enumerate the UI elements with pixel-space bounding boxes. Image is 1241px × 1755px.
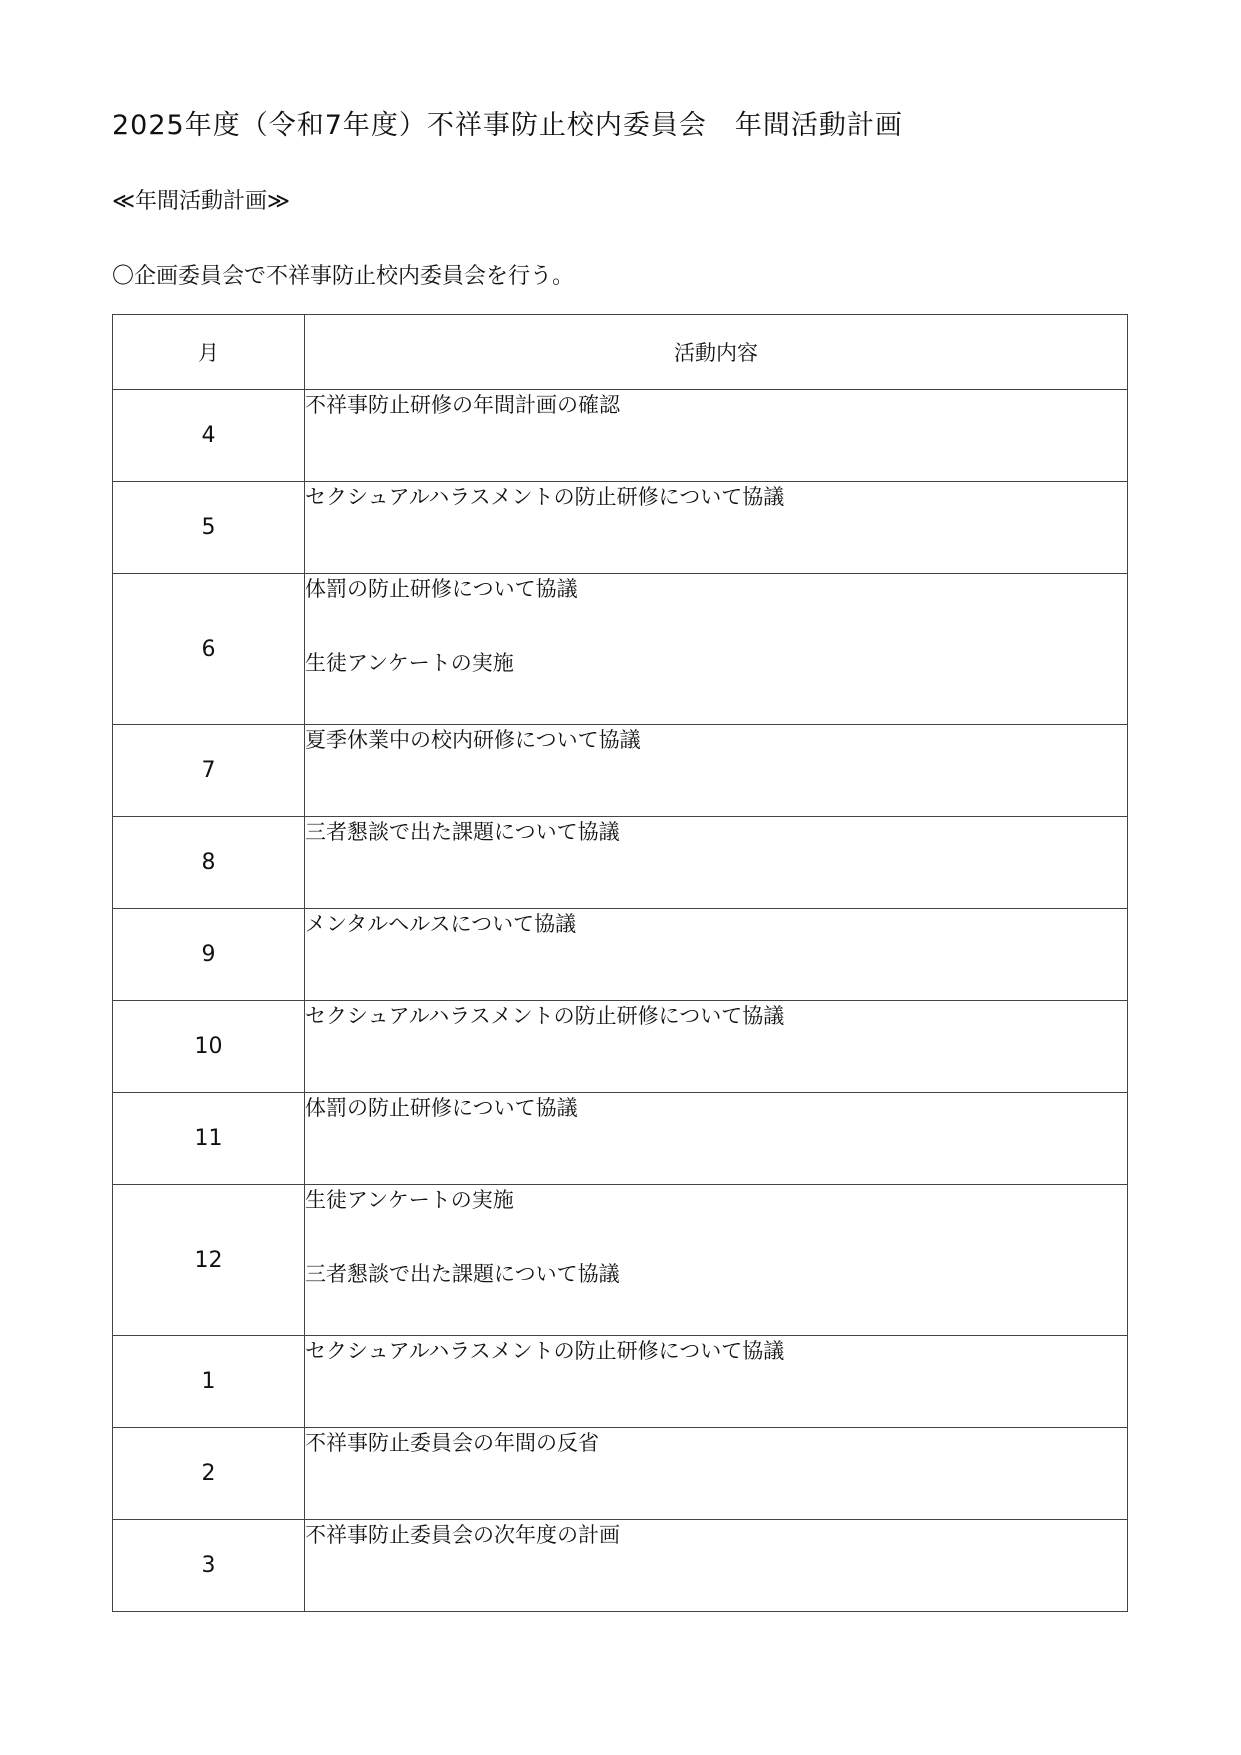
activity-cell <box>305 482 1128 574</box>
activity-item: セクシュアルハラスメントの防止研修について協議 <box>305 1004 785 1028</box>
table-row <box>113 817 1128 909</box>
activity-cell <box>305 1001 1128 1093</box>
activity-item: メンタルヘルスについて協議 <box>305 912 577 936</box>
activity-cell <box>305 1336 1128 1428</box>
activity-cell <box>305 1428 1128 1520</box>
section-heading: ≪年間活動計画≫ <box>112 189 291 214</box>
activity-item: 不祥事防止委員会の年間の反省 <box>305 1431 599 1455</box>
table-row <box>113 725 1128 817</box>
header-month: 月 <box>113 315 305 390</box>
activity-item: セクシュアルハラスメントの防止研修について協議 <box>305 485 785 509</box>
month-cell: 7 <box>113 725 305 817</box>
activity-cell <box>305 1185 1128 1336</box>
activity-cell <box>305 817 1128 909</box>
header-activity: 活動内容 <box>305 315 1128 390</box>
activity-cell <box>305 909 1128 1001</box>
activity-item: 三者懇談で出た課題について協議 <box>305 820 620 844</box>
activity-item: 不祥事防止研修の年間計画の確認 <box>305 393 620 417</box>
month-cell: 6 <box>113 574 305 725</box>
table-row <box>113 1336 1128 1428</box>
activity-item: 体罰の防止研修について協議 <box>305 1096 578 1120</box>
month-cell: 5 <box>113 482 305 574</box>
table-row <box>113 909 1128 1001</box>
activity-cell <box>305 1093 1128 1185</box>
month-cell: 8 <box>113 817 305 909</box>
activity-item: 夏季休業中の校内研修について協議 <box>305 728 641 752</box>
month-cell: 4 <box>113 390 305 482</box>
activity-cell <box>305 390 1128 482</box>
activity-item: 不祥事防止委員会の次年度の計画 <box>305 1523 620 1547</box>
activity-item: 生徒アンケートの実施 <box>305 1188 514 1212</box>
document-title: 2025年度（令和7年度）不祥事防止校内委員会 年間活動計画 <box>112 110 903 141</box>
month-cell: 9 <box>113 909 305 1001</box>
activity-item: 体罰の防止研修について協議 <box>305 577 578 601</box>
activity-item: セクシュアルハラスメントの防止研修について協議 <box>305 1339 785 1363</box>
month-cell: 2 <box>113 1428 305 1520</box>
month-cell: 11 <box>113 1093 305 1185</box>
table-row <box>113 482 1128 574</box>
month-cell: 12 <box>113 1185 305 1336</box>
table-header-row <box>113 315 1128 390</box>
table-row <box>113 1520 1128 1612</box>
table-row <box>113 1428 1128 1520</box>
activity-item: 生徒アンケートの実施 <box>305 651 514 675</box>
activity-cell <box>305 1520 1128 1612</box>
annual-plan-table <box>112 314 1128 1612</box>
table-row <box>113 1093 1128 1185</box>
table-row <box>113 574 1128 725</box>
activity-item: 三者懇談で出た課題について協議 <box>305 1262 620 1286</box>
activity-cell <box>305 574 1128 725</box>
month-cell: 10 <box>113 1001 305 1093</box>
table-row <box>113 1185 1128 1336</box>
table-row <box>113 1001 1128 1093</box>
intro-note: 〇企画委員会で不祥事防止校内委員会を行う。 <box>112 264 575 289</box>
month-cell: 1 <box>113 1336 305 1428</box>
table-row <box>113 390 1128 482</box>
activity-cell <box>305 725 1128 817</box>
month-cell: 3 <box>113 1520 305 1612</box>
